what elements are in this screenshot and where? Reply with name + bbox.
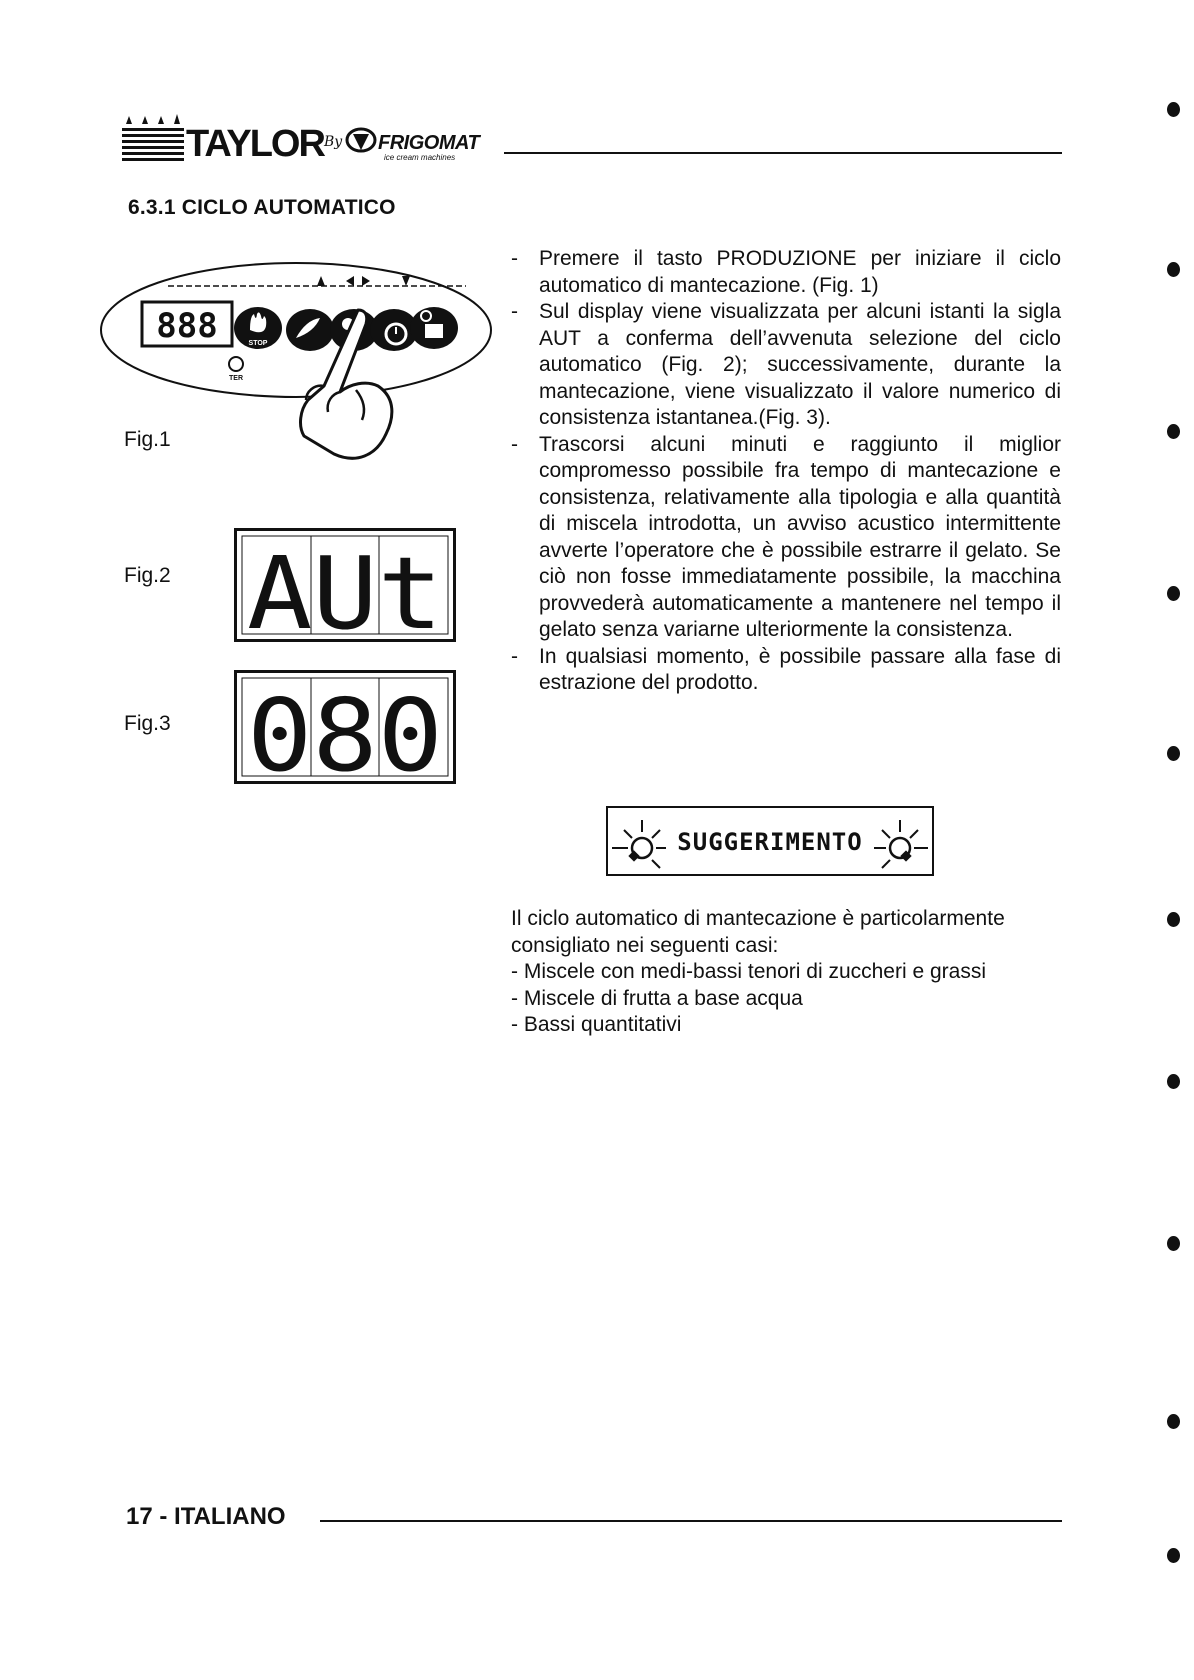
binder-hole <box>1167 424 1180 439</box>
lightbulb-icon <box>874 814 928 870</box>
binder-hole <box>1167 586 1180 601</box>
frigomat-mark-icon <box>344 126 378 154</box>
tip-label: SUGGERIMENTO <box>677 828 863 856</box>
panel-display-digits: 888 <box>156 306 218 346</box>
paragraph-line: Il ciclo automatico di mantecazione è particolarmente consigliato nei seguenti casi: <box>511 907 1005 957</box>
binder-hole <box>1167 746 1180 761</box>
list-item: - Trascorsi alcuni minuti e raggiunto il miglior compromesso possibile fra tempo di mantecazione e consistenza, relativamente alla tipologia e alla quantità di miscela introdotta, un avviso acustico intermittente avverte l’operatore che è possibile estrarre il gelato. Se ciò non fosse immediatamente possibile, la macchina provvederà automaticamente a mantenere nel tempo il gelato senza variarne ulteriormente la consistenza. <box>511 432 1061 641</box>
binder-hole <box>1167 1236 1180 1251</box>
lcd-display-080 <box>234 670 456 784</box>
ter-indicator <box>229 357 243 371</box>
list-item: - Premere il tasto PRODUZIONE per iniziare il ciclo automatico di mantecazione. (Fig. 1) <box>511 247 1061 297</box>
partner-tagline: ice cream machines <box>384 153 456 162</box>
tip-box <box>606 806 934 876</box>
list-item: - Sul display viene visualizzata per alcuni istanti la sigla AUT a conferma dell’avvenuta selezione del ciclo automatico (Fig. 2); successivamente, durante la mantecazione, viene visualizzato il valore numerico di consistenza istantanea.(Fig. 3). <box>511 300 1061 429</box>
instruction-list <box>511 246 1061 697</box>
crown-icon <box>122 112 184 162</box>
footer-rule <box>320 1520 1062 1522</box>
list-item: - In qualsiasi momento, è possibile passare alla fase di estrazione del prodotto. <box>511 644 1061 694</box>
binder-hole <box>1167 262 1180 277</box>
binder-hole <box>1167 102 1180 117</box>
svg-text:STOP: STOP <box>248 340 268 347</box>
fig2-label: Fig.2 <box>124 564 171 587</box>
svg-text:TER: TER <box>229 375 243 382</box>
tip-paragraph <box>511 906 1071 1039</box>
lcd-display-aut <box>234 528 456 642</box>
partner-name: FRIGOMAT <box>378 132 480 154</box>
paragraph-line: - Bassi quantitativi <box>511 1013 682 1036</box>
brand-logo <box>122 112 517 165</box>
paragraph-line: - Miscele con medi-bassi tenori di zuccheri e grassi <box>511 960 987 983</box>
binder-hole <box>1167 1548 1180 1563</box>
section-title: 6.3.1 CICLO AUTOMATICO <box>128 196 396 219</box>
brand-name: TAYLOR <box>186 123 324 165</box>
binder-hole <box>1167 1414 1180 1429</box>
control-panel-figure <box>96 250 530 500</box>
brand-by: By <box>324 134 343 150</box>
lcd-aut-text: AUt <box>247 535 443 642</box>
fig3-label: Fig.3 <box>124 712 171 735</box>
header-rule <box>504 152 1062 154</box>
fig1-label: Fig.1 <box>124 428 171 451</box>
lcd-080-text: 080 <box>247 677 443 784</box>
page-footer-label: 17 - ITALIANO <box>126 1503 286 1530</box>
binder-hole <box>1167 912 1180 927</box>
binder-hole <box>1167 1074 1180 1089</box>
paragraph-line: - Miscele di frutta a base acqua <box>511 986 803 1010</box>
